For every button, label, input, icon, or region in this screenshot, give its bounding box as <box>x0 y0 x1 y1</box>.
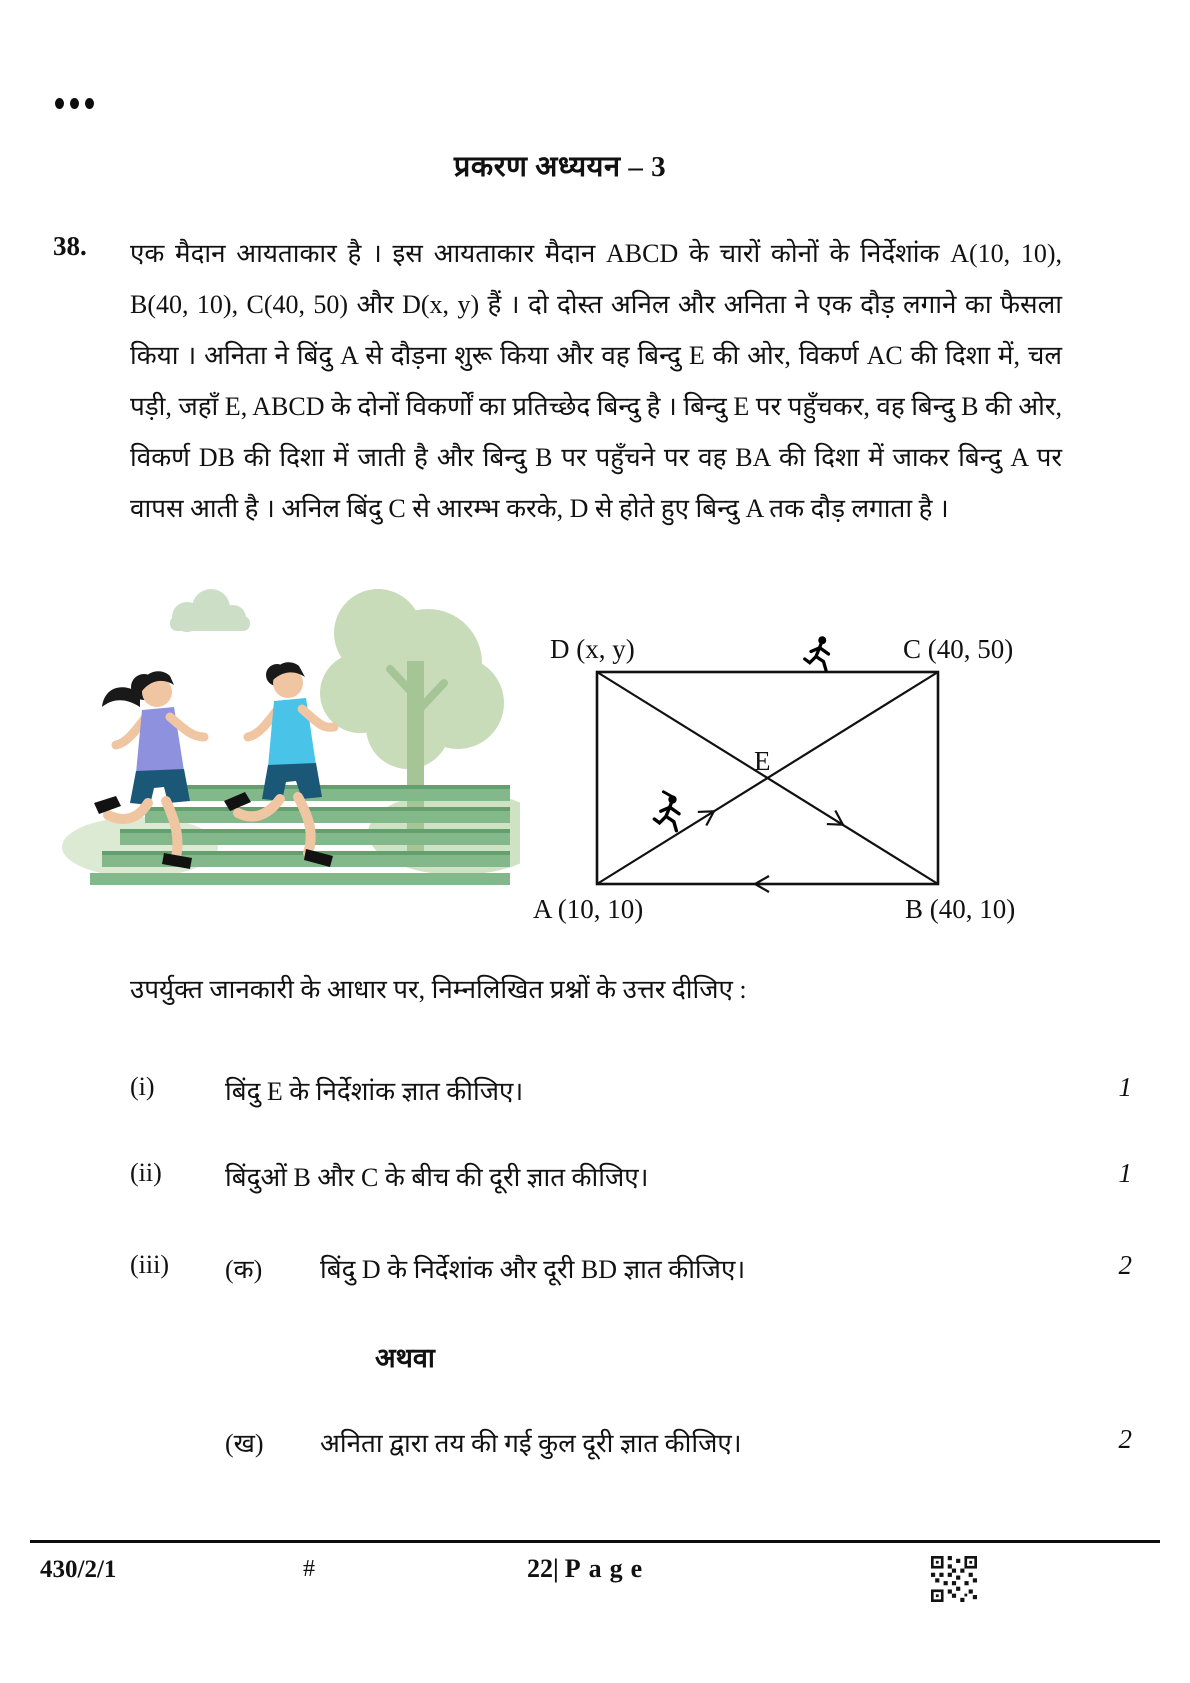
runner-icon-anil <box>805 636 829 670</box>
page-indicator <box>527 1554 650 1584</box>
label-B: B (40, 10) <box>905 894 1016 924</box>
question-i-text: बिंदु E के निर्देशांक ज्ञात कीजिए। <box>225 1077 524 1106</box>
dot-icon <box>55 98 64 109</box>
question-ii-text: बिंदुओं B और C के बीच की दूरी ज्ञात कीजिए। <box>225 1163 649 1192</box>
question-iii-a-label: (क) <box>225 1255 263 1284</box>
rectangle-field-diagram <box>500 600 1100 930</box>
question-ii-label: (ii) <box>130 1158 162 1187</box>
question-iii-a-text: बिंदु D के निर्देशांक और दूरी BD ज्ञात कीजिए। <box>320 1255 746 1284</box>
cloud-icon <box>170 589 250 632</box>
question-row-iii-b <box>0 1424 1190 1474</box>
label-C: C (40, 50) <box>903 634 1014 664</box>
question-i-marks: 1 <box>1118 1072 1132 1102</box>
runner-icon-anita <box>654 792 679 831</box>
page-number: 22 <box>527 1554 553 1583</box>
ground-blob <box>62 817 218 877</box>
question-row-ii <box>0 1158 1190 1208</box>
paper-code: 430/2/1 <box>40 1556 117 1583</box>
page-corner-dots-icon <box>55 98 94 109</box>
question-iii-b-text: अनिता द्वारा तय की गई कुल दूरी ज्ञात कीजिए। <box>320 1429 742 1458</box>
footer-hash: # <box>303 1556 315 1582</box>
question-iii-b-marks: 2 <box>1118 1424 1132 1454</box>
question-row-iii-a <box>0 1250 1190 1300</box>
question-row-i <box>0 1072 1190 1122</box>
question-iii-a-marks: 2 <box>1118 1250 1132 1280</box>
page-separator: | <box>553 1554 559 1583</box>
qr-code <box>931 1556 977 1602</box>
question-i-label: (i) <box>130 1072 155 1101</box>
label-A: A (10, 10) <box>533 894 644 924</box>
label-D: D (x, y) <box>550 634 635 664</box>
label-E: E <box>754 746 771 776</box>
footer-rule <box>30 1540 1160 1543</box>
question-iii-label: (iii) <box>130 1250 169 1279</box>
section-title: प्रकरण अध्ययन – 3 <box>453 151 667 183</box>
questions-intro: उपर्युक्त जानकारी के आधार पर, निम्नलिखित प्रश्नों के उत्तर दीजिए : <box>130 975 747 1004</box>
dot-icon <box>70 98 79 109</box>
dot-icon <box>85 98 94 109</box>
page-word: Page <box>564 1554 651 1583</box>
question-ii-marks: 1 <box>1118 1158 1132 1188</box>
runners-illustration <box>60 575 520 885</box>
question-number: 38. <box>53 231 87 261</box>
question-iii-b-label: (ख) <box>225 1429 264 1458</box>
or-separator: अथवा <box>375 1343 435 1373</box>
question-body: एक मैदान आयताकार है । इस आयताकार मैदान ABCD के चारों कोनों के निर्देशांक A(10, 10), B(40, 10), C(40, 50) और D(x, y) हैं । दो दोस्त अनिल और अनिता ने एक दौड़ लगाने का फैसला किया । अनिता ने बिंदु A से दौड़ना शुरू किया और वह बिन्दु E की ओर, विकर्ण AC की दिशा में, चल पड़ी, जहाँ E, ABCD के दोनों विकर्णों का प्रतिच्छेद बिन्दु है । बिन्दु E पर पहुँचकर, वह बिन्दु B की ओर, विकर्ण DB की दिशा में जाती है और बिन्दु B पर पहुँचने पर वह BA की दिशा में जाकर बिन्दु A पर वापस आती है । अनिल बिंदु C से आरम्भ करके, D से होते हुए बिन्दु A तक दौड़ लगाता है । <box>130 239 1062 523</box>
